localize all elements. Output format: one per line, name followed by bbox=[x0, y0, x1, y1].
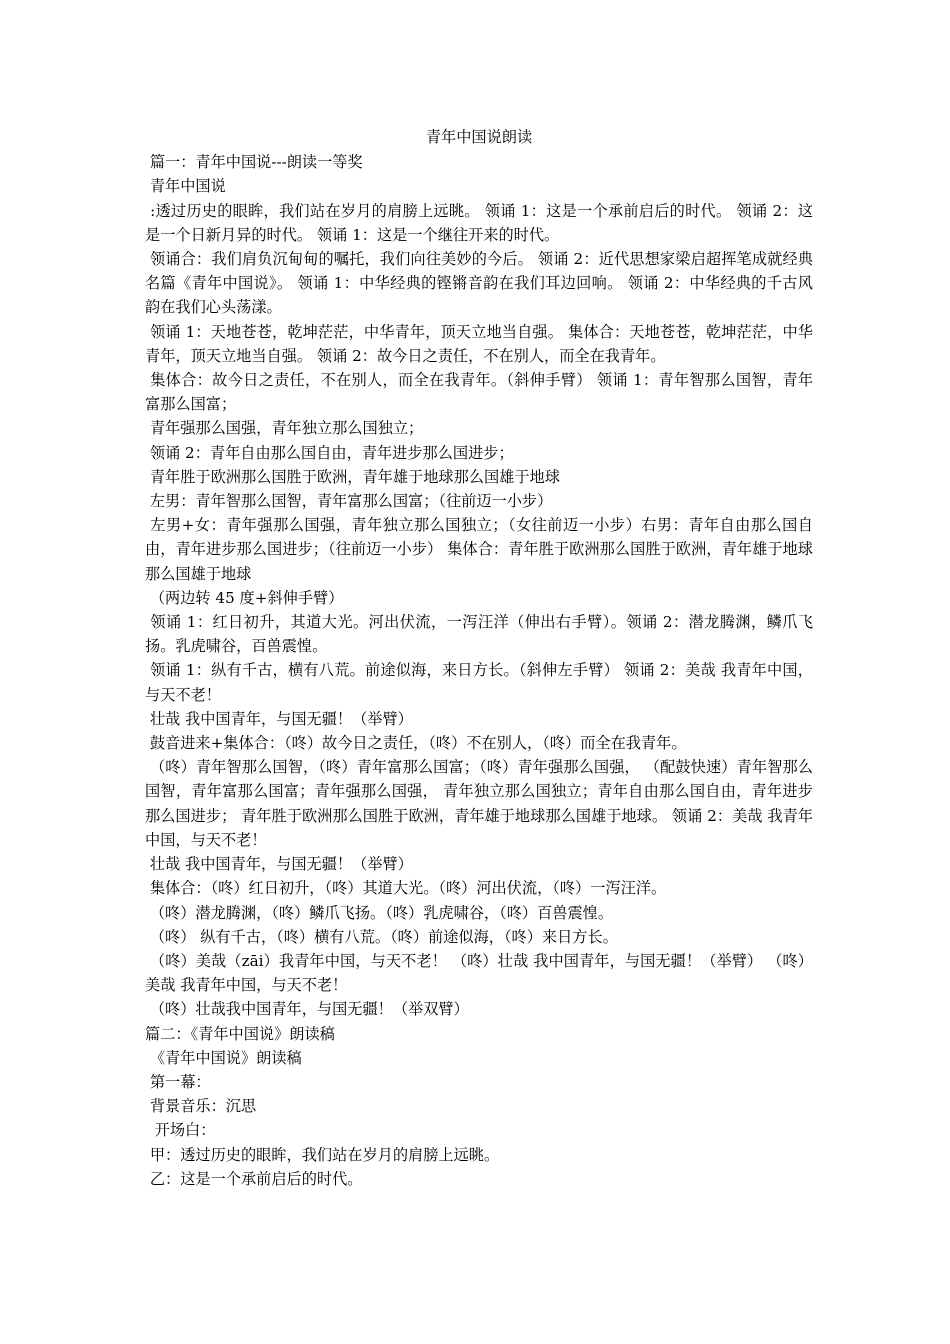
body-paragraph: （咚）潜龙腾渊，（咚）鳞爪飞扬。（咚）乳虎啸谷，（咚）百兽震惶。 bbox=[145, 903, 614, 922]
body-paragraph: 领诵 1：纵有千古，横有八荒。前途似海，来日方长。（斜伸左手臂） 领诵 2：美哉 我青年中国，与天不老！ bbox=[145, 661, 813, 704]
body-paragraph: 背景音乐：沉思 bbox=[145, 1097, 257, 1116]
body-paragraph: 领诵合：我们肩负沉甸甸的嘱托，我们向往美妙的今后。 领诵 2：近代思想家梁启超挥笔成就经典名篇《青年中国说》。 领诵 1：中华经典的铿锵音韵在我们耳边回响。 领诵 2：中华经典的千古风韵在我们心头荡漾。 bbox=[145, 250, 813, 317]
body-paragraph: 篇二：《青年中国说》朗读稿 bbox=[145, 1024, 335, 1043]
document-title: 青年中国说朗读 bbox=[425, 128, 533, 146]
body-paragraph: 壮哉 我中国青年，与国无疆！（举臂） bbox=[145, 855, 413, 874]
body-paragraph: （咚）美哉（zāi）我青年中国，与天不老！ （咚）壮哉 我中国青年，与国无疆！（举臂） （咚）美哉 我青年中国，与天不老！ bbox=[145, 951, 813, 995]
body-paragraph: 第一幕： bbox=[145, 1072, 211, 1091]
body-paragraph: 左男+女：青年强那么国强，青年独立那么国独立；（女往前迈一小步）右男：青年自由那么国自由，青年进步那么国进步；（往前迈一小步） 集体合：青年胜于欧洲那么国胜于欧洲，青年雄于地球那么国雄于地球 bbox=[145, 516, 813, 583]
body-paragraph: （咚） 纵有千古，（咚）横有八荒。（咚）前途似海，（咚）来日方长。 bbox=[145, 927, 618, 946]
body-paragraph: 左男：青年智那么国智，青年富那么国富；（往前迈一小步） bbox=[145, 492, 553, 511]
body-paragraph: （咚）青年智那么国智，（咚）青年富那么国富；（咚）青年强那么国强， （配鼓快速）青年智那么国智，青年富那么国富；青年强那么国强， 青年独立那么国独立；青年自由那么国自由，青年进步那么国进步； 青年胜于欧洲那么国胜于欧洲，青年雄于地球那么国雄于地球。 领诵 2：美哉 我青年中国，与天不老！ bbox=[145, 758, 813, 849]
document-page bbox=[145, 125, 813, 1191]
body-paragraph: 开场白： bbox=[145, 1121, 216, 1140]
body-paragraph: :透过历史的眼眸，我们站在岁月的肩膀上远眺。 领诵 1：这是一个承前启后的时代。 领诵 2：这是一个日新月异的时代。 领诵 1：这是一个继往开来的时代。 bbox=[145, 201, 813, 244]
body-paragraph: 集体合：（咚）红日初升，（咚）其道大光。（咚）河出伏流，（咚）一泻汪洋。 bbox=[145, 879, 667, 898]
body-paragraph: 《青年中国说》朗读稿 bbox=[145, 1048, 302, 1067]
document-body bbox=[145, 150, 813, 1191]
body-paragraph: 集体合：故今日之责任，不在别人，而全在我青年。（斜伸手臂） 领诵 1：青年智那么国智，青年富那么国富； bbox=[145, 371, 814, 414]
body-paragraph: 壮哉 我中国青年，与国无疆！（举臂） bbox=[145, 709, 413, 728]
body-paragraph: 青年中国说 bbox=[145, 177, 226, 196]
body-paragraph: 鼓音进来+集体合：（咚）故今日之责任，（咚）不在别人，（咚）而全在我青年。 bbox=[145, 734, 687, 753]
body-paragraph: （咚）壮哉我中国青年，与国无疆！（举双臂） bbox=[145, 1000, 469, 1019]
body-paragraph: 青年胜于欧洲那么国胜于欧洲，青年雄于地球那么国雄于地球 bbox=[145, 467, 560, 486]
body-paragraph: 青年强那么国强，青年独立那么国独立； bbox=[145, 419, 424, 438]
body-paragraph: 乙：这是一个承前启后的时代。 bbox=[145, 1169, 363, 1188]
body-paragraph: 甲：透过历史的眼眸，我们站在岁月的肩膀上远眺。 bbox=[145, 1145, 500, 1164]
body-paragraph: 领诵 1：天地苍苍，乾坤茫茫，中华青年，顶天立地当自强。 集体合：天地苍苍，乾坤茫茫，中华青年，顶天立地当自强。 领诵 2：故今日之责任，不在别人，而全在我青年。 bbox=[145, 322, 813, 365]
body-paragraph: （两边转 45 度+斜伸手臂） bbox=[145, 588, 344, 607]
body-paragraph: 领诵 2：青年自由那么国自由，青年进步那么国进步； bbox=[145, 443, 514, 462]
body-paragraph: 篇一：青年中国说---朗读一等奖 bbox=[145, 153, 363, 172]
body-paragraph: 领诵 1：红日初升，其道大光。河出伏流，一泻汪洋（伸出右手臂）。领诵 2：潜龙腾渊，鳞爪飞扬。乳虎啸谷，百兽震惶。 bbox=[145, 613, 814, 656]
